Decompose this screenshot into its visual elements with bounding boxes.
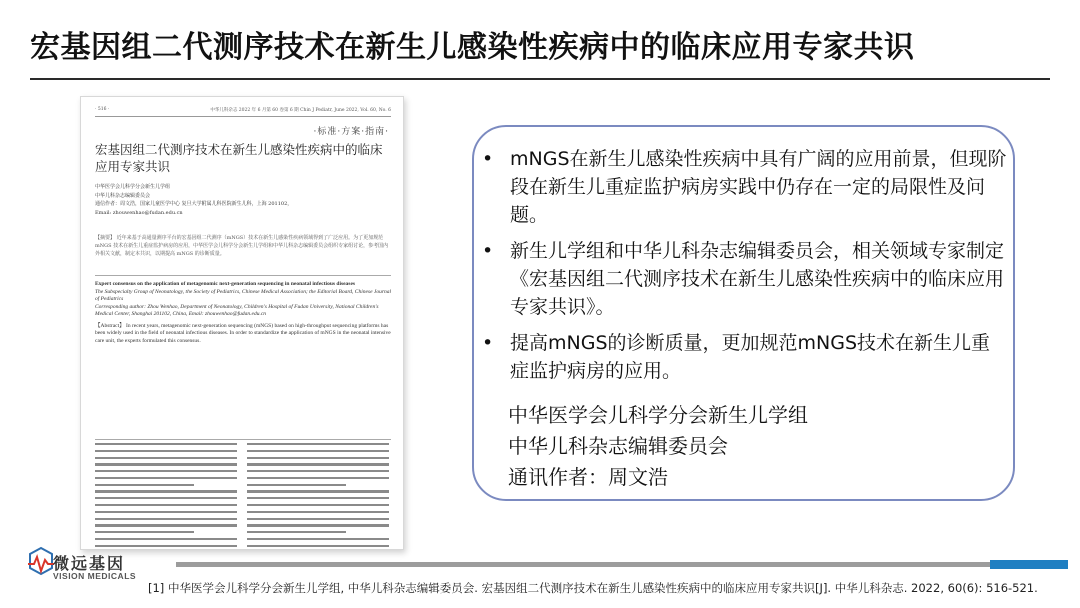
logo-name-cn: 微远基因 [53, 554, 126, 573]
paper-text-line [247, 518, 389, 520]
bullet-dot: • [482, 148, 494, 170]
paper-text-line [247, 470, 389, 472]
bullet-text: 提高mNGS的诊断质量，更加规范mNGS技术在新生儿重症监护病房的应用。 [510, 332, 991, 382]
paper-text-line [247, 450, 389, 452]
vision-medicals-logo-icon [28, 546, 54, 582]
paper-section-label: ·标准·方案·指南· [313, 127, 389, 137]
paper-text-line [247, 484, 346, 486]
paper-text-line [95, 463, 237, 465]
paper-english-corresponding: Corresponding author: Zhou Wenhao, Department of Neonatology, Children's Hospital of Fudan University, National Children's Medical Center, Shanghai 201102, China, Email: zhouwenhao@fudan.edu.cn [95, 303, 379, 317]
paper-text-line [95, 450, 237, 452]
paper-text-line [95, 470, 237, 472]
paper-thumbnail [80, 96, 404, 550]
reference-citation: [1] 中华医学会儿科学分会新生儿学组, 中华儿科杂志编辑委员会. 宏基因组二代测序技术在新生儿感染性疾病中的临床应用专家共识[J]. 中华儿科杂志. 2022, 60(6): 516-521. [148, 581, 1038, 595]
paper-text-line [95, 457, 237, 459]
paper-text-line [95, 484, 194, 486]
paper-text-line [247, 538, 389, 540]
paper-english-block [95, 281, 391, 345]
paper-author-line: 中华医学会儿科学分会新生儿学组 [95, 184, 171, 190]
paper-text-line [247, 545, 389, 547]
paper-text-line [247, 477, 389, 479]
paper-text-line [247, 504, 389, 506]
paper-divider [95, 275, 391, 276]
bullet-item [478, 237, 1008, 321]
paper-text-line [95, 511, 237, 513]
paper-english-title: Expert consensus on the application of metagenomic next-generation sequencing in neonatal infectious diseases [95, 281, 356, 287]
organization-line: 中华医学会儿科学分会新生儿学组 [508, 403, 808, 427]
paper-text-line [247, 443, 389, 445]
paper-author-line: 通信作者：周文浩，国家儿童医学中心 复旦大学附属儿科医院新生儿科，上海 201102， [95, 201, 293, 207]
paper-text-line [95, 504, 237, 506]
logo-name-en: VISION MEDICALS [53, 571, 137, 581]
organization-line: 中华儿科杂志编辑委员会 [508, 434, 728, 458]
paper-text-line [95, 538, 237, 540]
paper-text-line [95, 531, 194, 533]
organization-block [508, 400, 978, 493]
paper-text-line [247, 497, 389, 499]
paper-abstract-cn: 【摘要】 近年来基于高通量测序平台的宏基因组二代测序（mNGS）技术在新生儿感染性疾病领域得到了广泛应用。为了更加规范 mNGS 技术在新生儿重症监护病房的应用，中华医学会儿科学分会新生儿学组和中华儿科杂志编辑委员会组织专家组讨论，参考国内外相关文献，制定本共识，以期提高 mNGS 的诊断质量。 [95, 235, 389, 257]
paper-text-line [95, 477, 237, 479]
corresponding-author: 通讯作者：周文浩 [508, 465, 668, 489]
paper-text-line [95, 497, 237, 499]
paper-text-line [247, 511, 389, 513]
bullet-text: mNGS在新生儿感染性疾病中具有广阔的应用前景，但现阶段在新生儿重症监护病房实践中仍存在一定的局限性及问题。 [510, 148, 1007, 226]
paper-page-number: · 516 · [95, 107, 110, 112]
paper-text-line [247, 524, 389, 526]
paper-authors [95, 183, 385, 217]
paper-text-line [247, 457, 389, 459]
paper-header-divider [95, 116, 391, 117]
paper-title: 宏基因组二代测序技术在新生儿感染性疾病中的临床应用专家共识 [95, 142, 383, 174]
paper-text-line [95, 443, 237, 445]
bullet-item [478, 145, 1008, 229]
paper-body-column-left [95, 443, 237, 550]
title-divider [30, 78, 1050, 80]
paper-author-line: 中华儿科杂志编辑委员会 [95, 192, 151, 199]
paper-divider [95, 439, 391, 440]
bullet-item [478, 329, 1008, 385]
paper-english-abstract: 【Abstract】 In recent years, metagenomic next-generation sequencing (mNGS) based on high-throughput sequencing platforms has been widely used in the field of neonatal infectious diseases. In order to standardize the application of mNGS in the neonatal intensive care unit, the experts formulated this consensus. [95, 322, 391, 344]
paper-text-line [247, 531, 346, 533]
paper-text-line [247, 490, 389, 492]
paper-author-line: Email: zhouwenhao@fudan.edu.cn [95, 209, 183, 216]
paper-text-line [95, 524, 237, 526]
slide-title: 宏基因组二代测序技术在新生儿感染性疾病中的临床应用专家共识 [30, 30, 915, 65]
paper-body-column-right [247, 443, 389, 550]
bullet-text: 新生儿学组和中华儿科杂志编辑委员会，相关领域专家制定《宏基因组二代测序技术在新生儿感染性疾病中的临床应用专家共识》。 [510, 240, 1005, 318]
paper-text-line [247, 463, 389, 465]
paper-journal-header: 中华儿科杂志 2022 年 6 月第 60 卷第 6 期 Chin J Pediatr, June 2022, Vol. 60, No. 6 [210, 108, 391, 113]
footer-accent-bar [990, 560, 1068, 569]
paper-text-line [95, 518, 237, 520]
summary-bullets [478, 145, 1008, 393]
bullet-dot: • [482, 240, 494, 262]
bullet-dot: • [482, 332, 494, 354]
footer-bar [176, 562, 990, 567]
paper-english-authors: The Subspecialty Group of Neonatology, the Society of Pediatrics, Chinese Medical Association; the Editorial Board, Chinese Journal of Pediatrics [95, 288, 391, 302]
paper-text-line [95, 490, 237, 492]
